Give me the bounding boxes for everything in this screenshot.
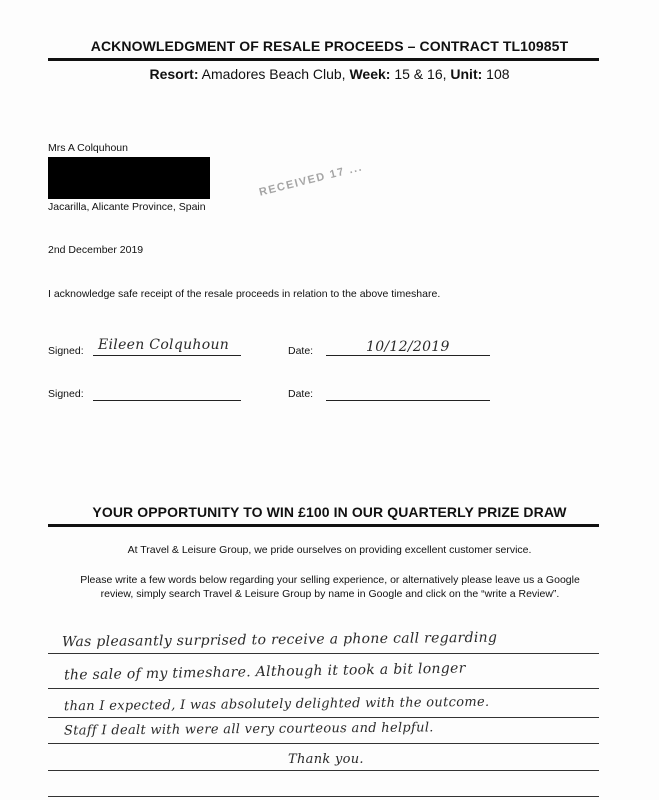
writing-line [48, 796, 599, 797]
resort-label: Resort: [149, 66, 199, 82]
date-label-2: Date: [288, 388, 314, 400]
redacted-address-block [48, 157, 210, 199]
prize-rule [48, 524, 599, 527]
title-rule [48, 58, 599, 61]
letter-date: 2nd December 2019 [48, 244, 144, 256]
review-line-5: Thank you. [288, 752, 364, 767]
writing-line [48, 770, 599, 771]
signature-line-2 [93, 400, 241, 401]
prize-instructions-line-2: review, simply search Travel & Leisure Group by name in Google and click on the “write a Review”. [100, 588, 560, 600]
signature-line-1 [93, 355, 241, 356]
writing-line [48, 717, 599, 718]
prize-intro: At Travel & Leisure Group, we pride ourselves on providing excellent customer service. [127, 544, 532, 556]
prize-instructions-line-1: Please write a few words below regarding your selling experience, or alternatively please leave us a Google [80, 574, 580, 586]
week-value: 15 & 16, [394, 66, 447, 82]
received-stamp: RECEIVED 17 ... [258, 161, 365, 199]
date-line-1 [326, 355, 490, 356]
recipient-location: Jacarilla, Alicante Province, Spain [48, 201, 206, 213]
recipient-name: Mrs A Colquhoun [48, 142, 128, 154]
review-line-2: the sale of my timeshare. Although it took a bit longer [63, 660, 466, 684]
date-line-2 [326, 400, 490, 401]
prize-instructions [40, 573, 620, 601]
signature-1: Eileen Colquhoun [98, 337, 230, 353]
acknowledgement-text: I acknowledge safe receipt of the resale proceeds in relation to the above timeshare. [48, 288, 441, 300]
resort-name: Amadores Beach Club, [201, 66, 346, 82]
review-line-4: Staff I dealt with were all very courteous and helpful. [63, 720, 434, 739]
writing-line [48, 653, 599, 654]
writing-line [48, 688, 599, 689]
prize-title: YOUR OPPORTUNITY TO WIN £100 IN OUR QUARTERLY PRIZE DRAW [92, 504, 567, 520]
signed-label-2: Signed: [48, 388, 84, 400]
document-title: ACKNOWLEDGMENT OF RESALE PROCEEDS – CONTRACT TL10985T [90, 38, 569, 54]
week-label: Week: [349, 66, 391, 82]
resort-line [0, 66, 659, 82]
unit-label: Unit: [450, 66, 483, 82]
signed-label-1: Signed: [48, 345, 84, 357]
date-label-1: Date: [288, 345, 314, 357]
date-value-1: 10/12/2019 [366, 339, 450, 355]
writing-line [48, 743, 599, 744]
review-line-1: Was pleasantly surprised to receive a phone call regarding [61, 629, 498, 651]
unit-value: 108 [486, 66, 510, 82]
review-line-3: than I expected, I was absolutely delighted with the outcome. [63, 694, 490, 715]
